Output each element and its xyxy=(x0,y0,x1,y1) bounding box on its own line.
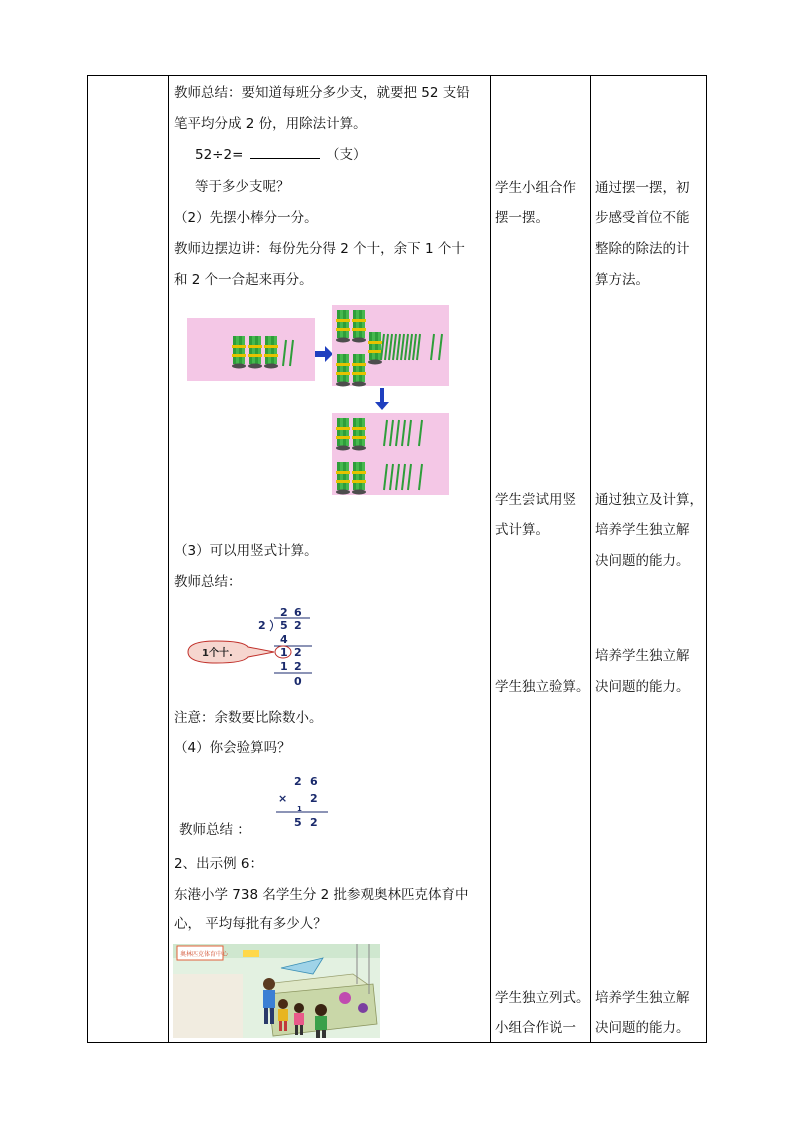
activity-c-line-1: 学生独立验算。 xyxy=(495,679,590,695)
column-divider-3 xyxy=(590,76,591,1042)
exhibit-disc xyxy=(339,992,351,1004)
stick-bundles-illustration xyxy=(187,304,451,496)
final-remainder: 0 xyxy=(294,675,302,688)
equation-left: 52÷2= xyxy=(195,147,244,163)
quotient-ones: 6 xyxy=(294,606,302,619)
example-6-title: 2、出示例 6： xyxy=(174,856,263,872)
check-result-ones: 2 xyxy=(310,816,318,829)
step1-product: 4 xyxy=(280,633,288,646)
dividend-tens: 5 xyxy=(280,619,288,632)
sports-center-illustration xyxy=(173,944,380,1038)
equation-unit: （支） xyxy=(325,147,367,163)
check-top-tens: 2 xyxy=(294,775,302,788)
teacher-summary-line-1: 教师总结：要知道每班分多少支，就要把 52 支铅 xyxy=(174,85,470,101)
intent-d-line-1: 培养学生独立解 xyxy=(595,990,690,1006)
answer-blank xyxy=(250,146,320,159)
teacher-summary-label: 教师总结： xyxy=(174,574,242,590)
question-how-many: 等于多少支呢？ xyxy=(195,179,290,195)
ten-bundle xyxy=(352,354,366,387)
step2-tens: 1 xyxy=(280,660,288,673)
check-multiplier: 2 xyxy=(310,792,318,805)
note-remainder: 注意：余数要比除数小。 xyxy=(174,710,323,726)
activity-a-line-2: 摆一摆。 xyxy=(495,210,549,226)
step2-ones: 2 xyxy=(294,660,302,673)
carry-digit: 1 xyxy=(297,805,302,813)
intent-b-line-2: 培养学生独立解 xyxy=(595,522,690,538)
remainder-tens: 1 xyxy=(280,646,288,659)
teacher-summary-line-2: 笔平均分成 2 份，用除法计算。 xyxy=(174,116,367,132)
division-equation xyxy=(195,145,366,165)
multiplication-check xyxy=(270,772,334,830)
explain-line-2: 和 2 个一合起来再分。 xyxy=(174,272,313,288)
ten-bundle xyxy=(352,462,366,495)
check-top-ones: 6 xyxy=(310,775,318,788)
intent-a-line-2: 步感受首位不能 xyxy=(595,210,690,226)
step-4-heading: （4）你会验算吗？ xyxy=(174,740,291,756)
intent-b-line-3: 决问题的能力。 xyxy=(595,553,690,569)
ten-bundle xyxy=(232,336,246,369)
arrow-down-icon xyxy=(375,388,389,410)
intent-c-line-2: 决问题的能力。 xyxy=(595,679,690,695)
example-6-line-1: 东港小学 738 名学生分 2 批参观奥林匹克体育中 xyxy=(174,887,469,903)
ten-bundle xyxy=(264,336,278,369)
arrow-right-icon xyxy=(315,346,333,362)
intent-b-line-1: 通过独立及计算， xyxy=(595,492,703,508)
intent-a-line-4: 算方法。 xyxy=(595,272,649,288)
activity-d-line-2: 小组合作说一 xyxy=(495,1020,576,1036)
ten-bundle-unbundled xyxy=(368,332,382,365)
column-divider-1 xyxy=(168,76,169,1042)
intent-d-line-2: 决问题的能力。 xyxy=(595,1020,690,1036)
ten-bundle xyxy=(336,462,350,495)
explain-line-1: 教师边摆边讲：每份先分得 2 个十，余下 1 个十 xyxy=(174,241,465,257)
intent-a-line-1: 通过摆一摆，初 xyxy=(595,180,690,196)
step-3-heading: （3）可以用竖式计算。 xyxy=(174,543,318,559)
ten-bundle xyxy=(248,336,262,369)
step-2-heading: （2）先摆小棒分一分。 xyxy=(174,210,318,226)
activity-b-line-1: 学生尝试用竖 xyxy=(495,492,576,508)
times-sign: × xyxy=(278,792,288,805)
intent-c-line-1: 培养学生独立解 xyxy=(595,648,690,664)
ten-bundle xyxy=(336,354,350,387)
ten-bundle xyxy=(352,310,366,343)
check-result-tens: 5 xyxy=(294,816,302,829)
column-divider-2 xyxy=(490,76,491,1042)
example-6-line-2: 心， 平均每批有多少人？ xyxy=(174,916,327,932)
quotient-tens: 2 xyxy=(280,606,288,619)
sign-text: 奥林匹克体育中心 xyxy=(180,951,229,958)
ten-bundle xyxy=(336,310,350,343)
division-bracket xyxy=(270,618,310,631)
callout-text: 1个十. xyxy=(202,648,233,659)
dividend-ones: 2 xyxy=(294,619,302,632)
activity-a-line-1: 学生小组合作 xyxy=(495,180,576,196)
activity-d-line-1: 学生独立列式。 xyxy=(495,990,590,1006)
small-sign xyxy=(243,950,259,957)
activity-b-line-2: 式计算。 xyxy=(495,522,549,538)
remainder-ones: 2 xyxy=(294,646,302,659)
exhibit-disc-2 xyxy=(358,1003,368,1013)
intent-a-line-3: 整除的除法的计 xyxy=(595,241,690,257)
teacher-summary-label-2: 教师总结 ： xyxy=(179,822,251,838)
long-division xyxy=(186,603,321,689)
ten-bundle xyxy=(336,418,350,451)
divisor: 2 xyxy=(258,619,266,632)
ten-bundle xyxy=(352,418,366,451)
